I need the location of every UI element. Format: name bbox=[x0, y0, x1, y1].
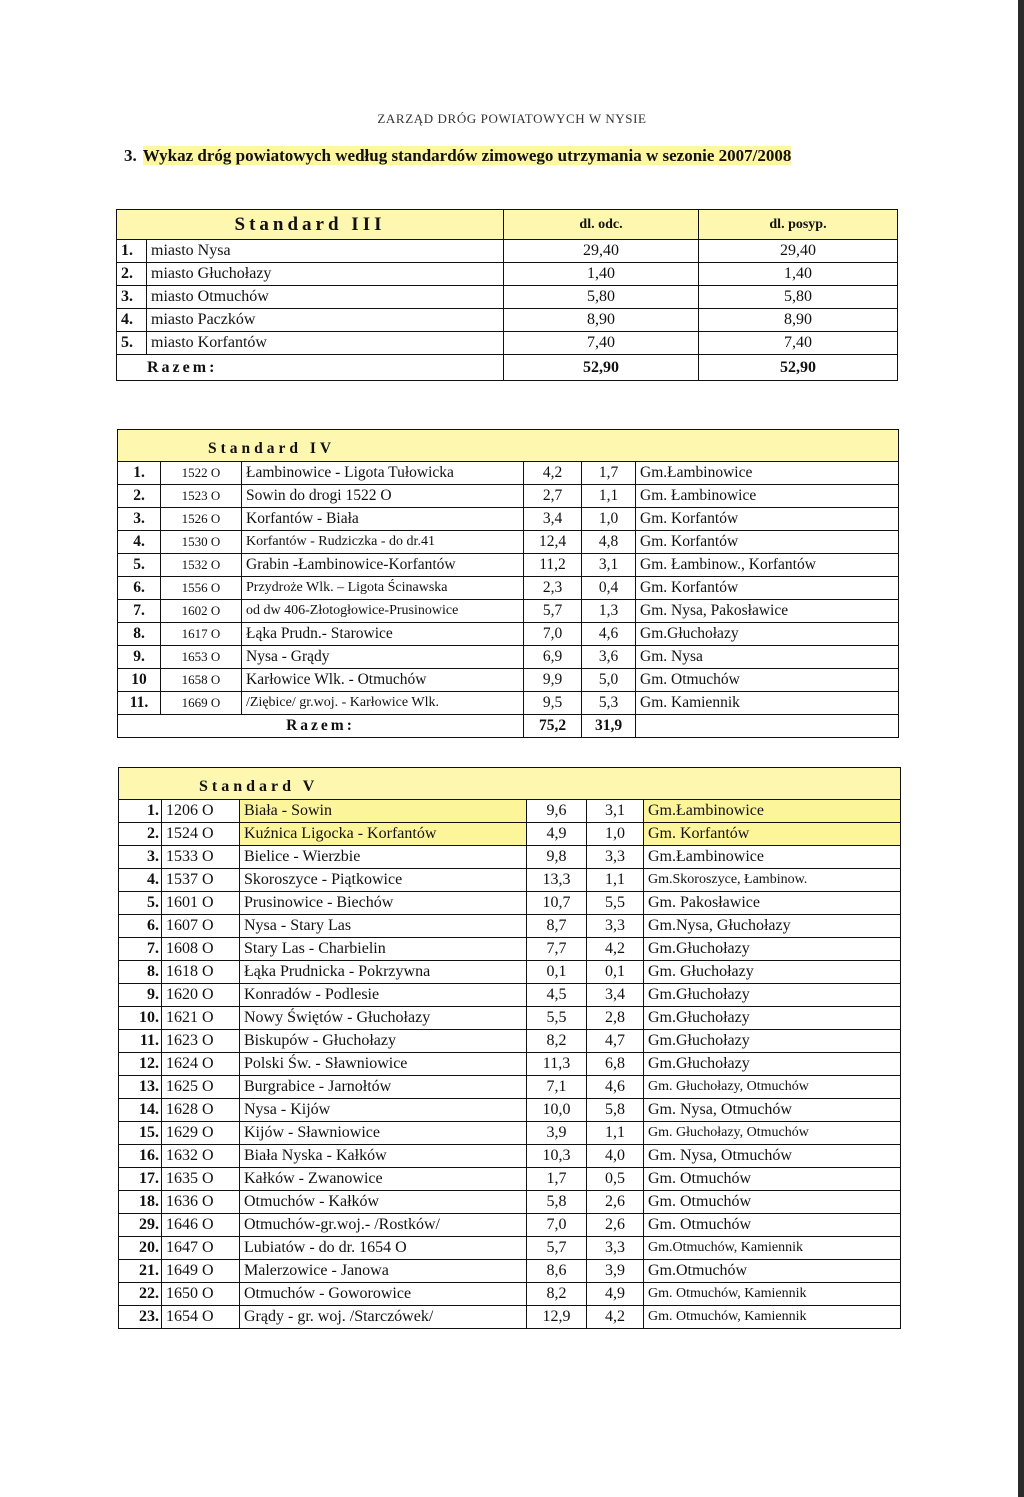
length-odc: 7,40 bbox=[504, 332, 699, 355]
road-name: Otmuchów-gr.woj.- /Rostków/ bbox=[240, 1214, 527, 1237]
standard-title: Standard III bbox=[117, 210, 504, 240]
road-name: miasto Nysa bbox=[147, 240, 504, 263]
row-number: 11. bbox=[119, 1030, 162, 1053]
length-posyp: 2,6 bbox=[587, 1214, 644, 1237]
road-code: 1624 O bbox=[162, 1053, 240, 1076]
road-name: Kałków - Zwanowice bbox=[240, 1168, 527, 1191]
row-number: 4. bbox=[119, 869, 162, 892]
length-odc: 5,7 bbox=[524, 600, 582, 623]
table-row bbox=[119, 1145, 901, 1168]
table-row bbox=[119, 1260, 901, 1283]
municipality: Gm. Łambinowice bbox=[636, 485, 899, 508]
table-row bbox=[119, 1099, 901, 1122]
road-name: Burgrabice - Jarnołtów bbox=[240, 1076, 527, 1099]
table-row bbox=[117, 263, 898, 286]
table-header bbox=[117, 210, 898, 240]
table-row bbox=[118, 462, 899, 485]
row-number: 3. bbox=[119, 846, 162, 869]
road-code: 1623 O bbox=[162, 1030, 240, 1053]
total-b: 31,9 bbox=[582, 715, 636, 738]
road-code: 1646 O bbox=[162, 1214, 240, 1237]
length-posyp: 1,1 bbox=[587, 1122, 644, 1145]
length-odc: 10,7 bbox=[527, 892, 587, 915]
length-posyp: 4,2 bbox=[587, 938, 644, 961]
length-posyp: 3,3 bbox=[587, 915, 644, 938]
row-number: 10. bbox=[119, 1007, 162, 1030]
row-number: 2. bbox=[118, 485, 161, 508]
col-posyp-header: dl. posyp. bbox=[699, 210, 898, 240]
municipality: Gm. Kamiennik bbox=[636, 692, 899, 715]
length-posyp: 4,2 bbox=[587, 1306, 644, 1329]
road-code: 1620 O bbox=[162, 984, 240, 1007]
road-name: Korfantów - Rudziczka - do dr.41 bbox=[242, 531, 524, 554]
road-name: Łambinowice - Ligota Tułowicka bbox=[242, 462, 524, 485]
municipality: Gm. Nysa, Otmuchów bbox=[644, 1099, 901, 1122]
road-name: Kijów - Sławniowice bbox=[240, 1122, 527, 1145]
road-name: Stary Las - Charbielin bbox=[240, 938, 527, 961]
row-number: 6. bbox=[119, 915, 162, 938]
municipality: Gm. Otmuchów, Kamiennik bbox=[644, 1283, 901, 1306]
total-row bbox=[117, 355, 898, 381]
road-name: Bielice - Wierzbie bbox=[240, 846, 527, 869]
standard-5-rows bbox=[119, 800, 901, 1329]
road-code: 1601 O bbox=[162, 892, 240, 915]
row-number: 5. bbox=[119, 892, 162, 915]
row-number: 17. bbox=[119, 1168, 162, 1191]
row-number: 1. bbox=[119, 800, 162, 823]
length-posyp: 29,40 bbox=[699, 240, 898, 263]
road-code: 1537 O bbox=[162, 869, 240, 892]
row-number: 29. bbox=[119, 1214, 162, 1237]
row-number: 8. bbox=[119, 961, 162, 984]
table-header bbox=[118, 430, 899, 462]
table-row bbox=[119, 1191, 901, 1214]
length-odc: 7,0 bbox=[524, 623, 582, 646]
total-posyp: 52,90 bbox=[699, 355, 898, 381]
municipality: Gm.Otmuchów bbox=[644, 1260, 901, 1283]
length-odc: 2,7 bbox=[524, 485, 582, 508]
row-number: 22. bbox=[119, 1283, 162, 1306]
table-row bbox=[119, 1053, 901, 1076]
municipality: Gm. Nysa, Pakosławice bbox=[636, 600, 899, 623]
length-odc: 9,6 bbox=[527, 800, 587, 823]
road-code: 1669 O bbox=[161, 692, 242, 715]
standard-title: Standard IV bbox=[118, 430, 899, 462]
road-code: 1206 O bbox=[162, 800, 240, 823]
row-number: 14. bbox=[119, 1099, 162, 1122]
length-posyp: 3,4 bbox=[587, 984, 644, 1007]
title-number: 3. bbox=[124, 146, 137, 165]
road-name: miasto Paczków bbox=[147, 309, 504, 332]
length-posyp: 4,0 bbox=[587, 1145, 644, 1168]
length-odc: 5,5 bbox=[527, 1007, 587, 1030]
length-posyp: 3,1 bbox=[587, 800, 644, 823]
length-odc: 10,0 bbox=[527, 1099, 587, 1122]
municipality: Gm. Nysa bbox=[636, 646, 899, 669]
table-row bbox=[119, 1237, 901, 1260]
road-code: 1523 O bbox=[161, 485, 242, 508]
length-odc: 11,3 bbox=[527, 1053, 587, 1076]
table-row bbox=[117, 332, 898, 355]
road-code: 1658 O bbox=[161, 669, 242, 692]
row-number: 5. bbox=[118, 554, 161, 577]
length-odc: 3,9 bbox=[527, 1122, 587, 1145]
road-code: 1608 O bbox=[162, 938, 240, 961]
road-code: 1602 O bbox=[161, 600, 242, 623]
length-posyp: 4,7 bbox=[587, 1030, 644, 1053]
total-label: Razem: bbox=[117, 355, 504, 381]
length-posyp: 5,3 bbox=[582, 692, 636, 715]
table-row bbox=[119, 869, 901, 892]
length-odc: 5,8 bbox=[527, 1191, 587, 1214]
standard-4-rows bbox=[118, 462, 899, 715]
road-code: 1532 O bbox=[161, 554, 242, 577]
length-odc: 8,2 bbox=[527, 1283, 587, 1306]
table-row bbox=[119, 1306, 901, 1329]
row-number: 12. bbox=[119, 1053, 162, 1076]
table-row bbox=[119, 846, 901, 869]
page-title bbox=[124, 146, 791, 166]
length-posyp: 1,0 bbox=[587, 823, 644, 846]
table-row bbox=[119, 1122, 901, 1145]
municipality: Gm.Nysa, Głuchołazy bbox=[644, 915, 901, 938]
municipality: Gm.Łambinowice bbox=[644, 800, 901, 823]
length-posyp: 1,7 bbox=[582, 462, 636, 485]
municipality: Gm.Głuchołazy bbox=[636, 623, 899, 646]
standard-3-table bbox=[116, 209, 898, 381]
road-code: 1653 O bbox=[161, 646, 242, 669]
length-posyp: 1,3 bbox=[582, 600, 636, 623]
road-name: Biała Nyska - Kałków bbox=[240, 1145, 527, 1168]
row-number: 10 bbox=[118, 669, 161, 692]
length-posyp: 0,5 bbox=[587, 1168, 644, 1191]
length-odc: 13,3 bbox=[527, 869, 587, 892]
title-text: Wykaz dróg powiatowych według standardów zimowego utrzymania w sezonie 2007/2008 bbox=[142, 146, 792, 165]
standard-4-table bbox=[117, 429, 899, 738]
municipality: Gm. Głuchołazy, Otmuchów bbox=[644, 1122, 901, 1145]
length-posyp: 4,6 bbox=[582, 623, 636, 646]
length-odc: 4,9 bbox=[527, 823, 587, 846]
standard-5-table bbox=[118, 767, 901, 1329]
row-number: 2. bbox=[117, 263, 147, 286]
length-odc: 5,7 bbox=[527, 1237, 587, 1260]
municipality: Gm.Otmuchów, Kamiennik bbox=[644, 1237, 901, 1260]
road-name: Sowin do drogi 1522 O bbox=[242, 485, 524, 508]
table-row bbox=[118, 623, 899, 646]
table-row bbox=[119, 1283, 901, 1306]
road-code: 1533 O bbox=[162, 846, 240, 869]
road-name: Nowy Świętów - Głuchołazy bbox=[240, 1007, 527, 1030]
length-posyp: 6,8 bbox=[587, 1053, 644, 1076]
row-number: 4. bbox=[117, 309, 147, 332]
road-code: 1524 O bbox=[162, 823, 240, 846]
length-odc: 9,8 bbox=[527, 846, 587, 869]
length-posyp: 4,9 bbox=[587, 1283, 644, 1306]
row-number: 2. bbox=[119, 823, 162, 846]
road-code: 1621 O bbox=[162, 1007, 240, 1030]
length-odc: 29,40 bbox=[504, 240, 699, 263]
length-posyp: 2,6 bbox=[587, 1191, 644, 1214]
office-header: ZARZĄD DRÓG POWIATOWYCH W NYSIE bbox=[377, 111, 647, 126]
row-number: 7. bbox=[119, 938, 162, 961]
table-row bbox=[119, 1007, 901, 1030]
road-name: Kuźnica Ligocka - Korfantów bbox=[240, 823, 527, 846]
length-odc: 7,0 bbox=[527, 1214, 587, 1237]
standard-3-rows bbox=[117, 240, 898, 355]
table-row bbox=[118, 669, 899, 692]
municipality: Gm. Otmuchów bbox=[644, 1168, 901, 1191]
road-code: 1530 O bbox=[161, 531, 242, 554]
table-row bbox=[117, 240, 898, 263]
road-name: miasto Głuchołazy bbox=[147, 263, 504, 286]
road-code: 1522 O bbox=[161, 462, 242, 485]
road-name: Lubiatów - do dr. 1654 O bbox=[240, 1237, 527, 1260]
table-row bbox=[119, 823, 901, 846]
row-number: 4. bbox=[118, 531, 161, 554]
length-odc: 3,4 bbox=[524, 508, 582, 531]
total-odc: 52,90 bbox=[504, 355, 699, 381]
road-name: Biała - Sowin bbox=[240, 800, 527, 823]
table-row bbox=[118, 646, 899, 669]
length-odc: 2,3 bbox=[524, 577, 582, 600]
table-row bbox=[119, 961, 901, 984]
length-posyp: 3,9 bbox=[587, 1260, 644, 1283]
row-number: 3. bbox=[117, 286, 147, 309]
row-number: 1. bbox=[117, 240, 147, 263]
road-code: 1654 O bbox=[162, 1306, 240, 1329]
road-name: Biskupów - Głuchołazy bbox=[240, 1030, 527, 1053]
municipality: Gm. Nysa, Otmuchów bbox=[644, 1145, 901, 1168]
length-posyp: 5,8 bbox=[587, 1099, 644, 1122]
length-posyp: 1,1 bbox=[582, 485, 636, 508]
total-a: 75,2 bbox=[524, 715, 582, 738]
municipality: Gm. Korfantów bbox=[636, 508, 899, 531]
length-posyp: 0,4 bbox=[582, 577, 636, 600]
road-code: 1649 O bbox=[162, 1260, 240, 1283]
road-name: od dw 406-Złotogłowice-Prusinowice bbox=[242, 600, 524, 623]
length-posyp: 3,3 bbox=[587, 1237, 644, 1260]
municipality: Gm. Korfantów bbox=[644, 823, 901, 846]
row-number: 9. bbox=[118, 646, 161, 669]
row-number: 15. bbox=[119, 1122, 162, 1145]
length-posyp: 4,6 bbox=[587, 1076, 644, 1099]
municipality: Gm.Głuchołazy bbox=[644, 938, 901, 961]
length-posyp: 5,5 bbox=[587, 892, 644, 915]
road-name: miasto Korfantów bbox=[147, 332, 504, 355]
length-posyp: 3,3 bbox=[587, 846, 644, 869]
length-posyp: 4,8 bbox=[582, 531, 636, 554]
length-posyp: 2,8 bbox=[587, 1007, 644, 1030]
road-code: 1607 O bbox=[162, 915, 240, 938]
road-code: 1632 O bbox=[162, 1145, 240, 1168]
length-odc: 8,2 bbox=[527, 1030, 587, 1053]
municipality: Gm. Łambinow., Korfantów bbox=[636, 554, 899, 577]
length-posyp: 3,6 bbox=[582, 646, 636, 669]
length-posyp: 8,90 bbox=[699, 309, 898, 332]
table-row bbox=[118, 577, 899, 600]
road-name: Skoroszyce - Piątkowice bbox=[240, 869, 527, 892]
road-name: Konradów - Podlesie bbox=[240, 984, 527, 1007]
table-row bbox=[119, 1030, 901, 1053]
length-odc: 7,7 bbox=[527, 938, 587, 961]
table-row bbox=[119, 915, 901, 938]
table-row bbox=[118, 554, 899, 577]
road-code: 1526 O bbox=[161, 508, 242, 531]
road-code: 1636 O bbox=[162, 1191, 240, 1214]
road-code: 1635 O bbox=[162, 1168, 240, 1191]
row-number: 7. bbox=[118, 600, 161, 623]
table-row bbox=[117, 309, 898, 332]
standard-title: Standard V bbox=[119, 768, 901, 800]
length-odc: 10,3 bbox=[527, 1145, 587, 1168]
municipality: Gm. Korfantów bbox=[636, 577, 899, 600]
total-empty bbox=[636, 715, 899, 738]
table-row bbox=[119, 1076, 901, 1099]
length-posyp: 0,1 bbox=[587, 961, 644, 984]
length-odc: 5,80 bbox=[504, 286, 699, 309]
road-code: 1556 O bbox=[161, 577, 242, 600]
length-odc: 12,9 bbox=[527, 1306, 587, 1329]
row-number: 20. bbox=[119, 1237, 162, 1260]
row-number: 23. bbox=[119, 1306, 162, 1329]
municipality: Gm. Korfantów bbox=[636, 531, 899, 554]
table-header bbox=[119, 768, 901, 800]
table-row bbox=[118, 692, 899, 715]
municipality: Gm. Głuchołazy bbox=[644, 961, 901, 984]
length-posyp: 3,1 bbox=[582, 554, 636, 577]
municipality: Gm.Głuchołazy bbox=[644, 1007, 901, 1030]
road-name: Prusinowice - Biechów bbox=[240, 892, 527, 915]
length-posyp: 7,40 bbox=[699, 332, 898, 355]
length-odc: 1,7 bbox=[527, 1168, 587, 1191]
road-name: Karłowice Wlk. - Otmuchów bbox=[242, 669, 524, 692]
length-posyp: 5,80 bbox=[699, 286, 898, 309]
municipality: Gm.Głuchołazy bbox=[644, 1030, 901, 1053]
row-number: 5. bbox=[117, 332, 147, 355]
table-row bbox=[119, 1168, 901, 1191]
table-row bbox=[119, 800, 901, 823]
row-number: 21. bbox=[119, 1260, 162, 1283]
table-row bbox=[119, 938, 901, 961]
table-row bbox=[119, 892, 901, 915]
col-odc-header: dl. odc. bbox=[504, 210, 699, 240]
row-number: 3. bbox=[118, 508, 161, 531]
row-number: 6. bbox=[118, 577, 161, 600]
length-posyp: 1,40 bbox=[699, 263, 898, 286]
road-code: 1647 O bbox=[162, 1237, 240, 1260]
length-odc: 8,90 bbox=[504, 309, 699, 332]
road-code: 1625 O bbox=[162, 1076, 240, 1099]
table-row bbox=[119, 984, 901, 1007]
total-label: Razem: bbox=[118, 715, 524, 738]
road-name: Polski Św. - Sławniowice bbox=[240, 1053, 527, 1076]
road-code: 1650 O bbox=[162, 1283, 240, 1306]
road-name: /Ziębice/ gr.woj. - Karłowice Wlk. bbox=[242, 692, 524, 715]
municipality: Gm. Głuchołazy, Otmuchów bbox=[644, 1076, 901, 1099]
road-name: Łąka Prudnicka - Pokrzywna bbox=[240, 961, 527, 984]
row-number: 8. bbox=[118, 623, 161, 646]
municipality: Gm. Otmuchów, Kamiennik bbox=[644, 1306, 901, 1329]
municipality: Gm. Otmuchów bbox=[644, 1214, 901, 1237]
road-code: 1629 O bbox=[162, 1122, 240, 1145]
road-name: Korfantów - Biała bbox=[242, 508, 524, 531]
municipality: Gm.Łambinowice bbox=[644, 846, 901, 869]
municipality: Gm. Otmuchów bbox=[636, 669, 899, 692]
table-row bbox=[118, 531, 899, 554]
road-name: Nysa - Stary Las bbox=[240, 915, 527, 938]
length-odc: 4,5 bbox=[527, 984, 587, 1007]
table-row bbox=[118, 600, 899, 623]
length-posyp: 1,1 bbox=[587, 869, 644, 892]
length-odc: 0,1 bbox=[527, 961, 587, 984]
length-odc: 12,4 bbox=[524, 531, 582, 554]
table-row bbox=[119, 1214, 901, 1237]
length-posyp: 1,0 bbox=[582, 508, 636, 531]
row-number: 13. bbox=[119, 1076, 162, 1099]
table-row bbox=[118, 485, 899, 508]
length-odc: 8,6 bbox=[527, 1260, 587, 1283]
length-posyp: 5,0 bbox=[582, 669, 636, 692]
table-row bbox=[117, 286, 898, 309]
total-row bbox=[118, 715, 899, 738]
road-name: Malerzowice - Janowa bbox=[240, 1260, 527, 1283]
road-name: Przydroże Wlk. – Ligota Ścinawska bbox=[242, 577, 524, 600]
road-name: Nysa - Grądy bbox=[242, 646, 524, 669]
row-number: 9. bbox=[119, 984, 162, 1007]
length-odc: 8,7 bbox=[527, 915, 587, 938]
row-number: 1. bbox=[118, 462, 161, 485]
municipality: Gm.Skoroszyce, Łambinow. bbox=[644, 869, 901, 892]
length-odc: 9,5 bbox=[524, 692, 582, 715]
municipality: Gm.Łambinowice bbox=[636, 462, 899, 485]
municipality: Gm. Otmuchów bbox=[644, 1191, 901, 1214]
municipality: Gm. Pakosławice bbox=[644, 892, 901, 915]
length-odc: 1,40 bbox=[504, 263, 699, 286]
road-name: Otmuchów - Goworowice bbox=[240, 1283, 527, 1306]
length-odc: 4,2 bbox=[524, 462, 582, 485]
road-name: Nysa - Kijów bbox=[240, 1099, 527, 1122]
length-odc: 6,9 bbox=[524, 646, 582, 669]
road-name: miasto Otmuchów bbox=[147, 286, 504, 309]
row-number: 11. bbox=[118, 692, 161, 715]
road-name: Grabin -Łambinowice-Korfantów bbox=[242, 554, 524, 577]
row-number: 16. bbox=[119, 1145, 162, 1168]
road-name: Otmuchów - Kałków bbox=[240, 1191, 527, 1214]
length-odc: 7,1 bbox=[527, 1076, 587, 1099]
length-odc: 9,9 bbox=[524, 669, 582, 692]
road-name: Grądy - gr. woj. /Starczówek/ bbox=[240, 1306, 527, 1329]
municipality: Gm.Głuchołazy bbox=[644, 1053, 901, 1076]
road-name: Łąka Prudn.- Starowice bbox=[242, 623, 524, 646]
row-number: 18. bbox=[119, 1191, 162, 1214]
road-code: 1618 O bbox=[162, 961, 240, 984]
road-code: 1617 O bbox=[161, 623, 242, 646]
table-row bbox=[118, 508, 899, 531]
scan-edge bbox=[1018, 0, 1024, 1497]
municipality: Gm.Głuchołazy bbox=[644, 984, 901, 1007]
length-odc: 11,2 bbox=[524, 554, 582, 577]
road-code: 1628 O bbox=[162, 1099, 240, 1122]
